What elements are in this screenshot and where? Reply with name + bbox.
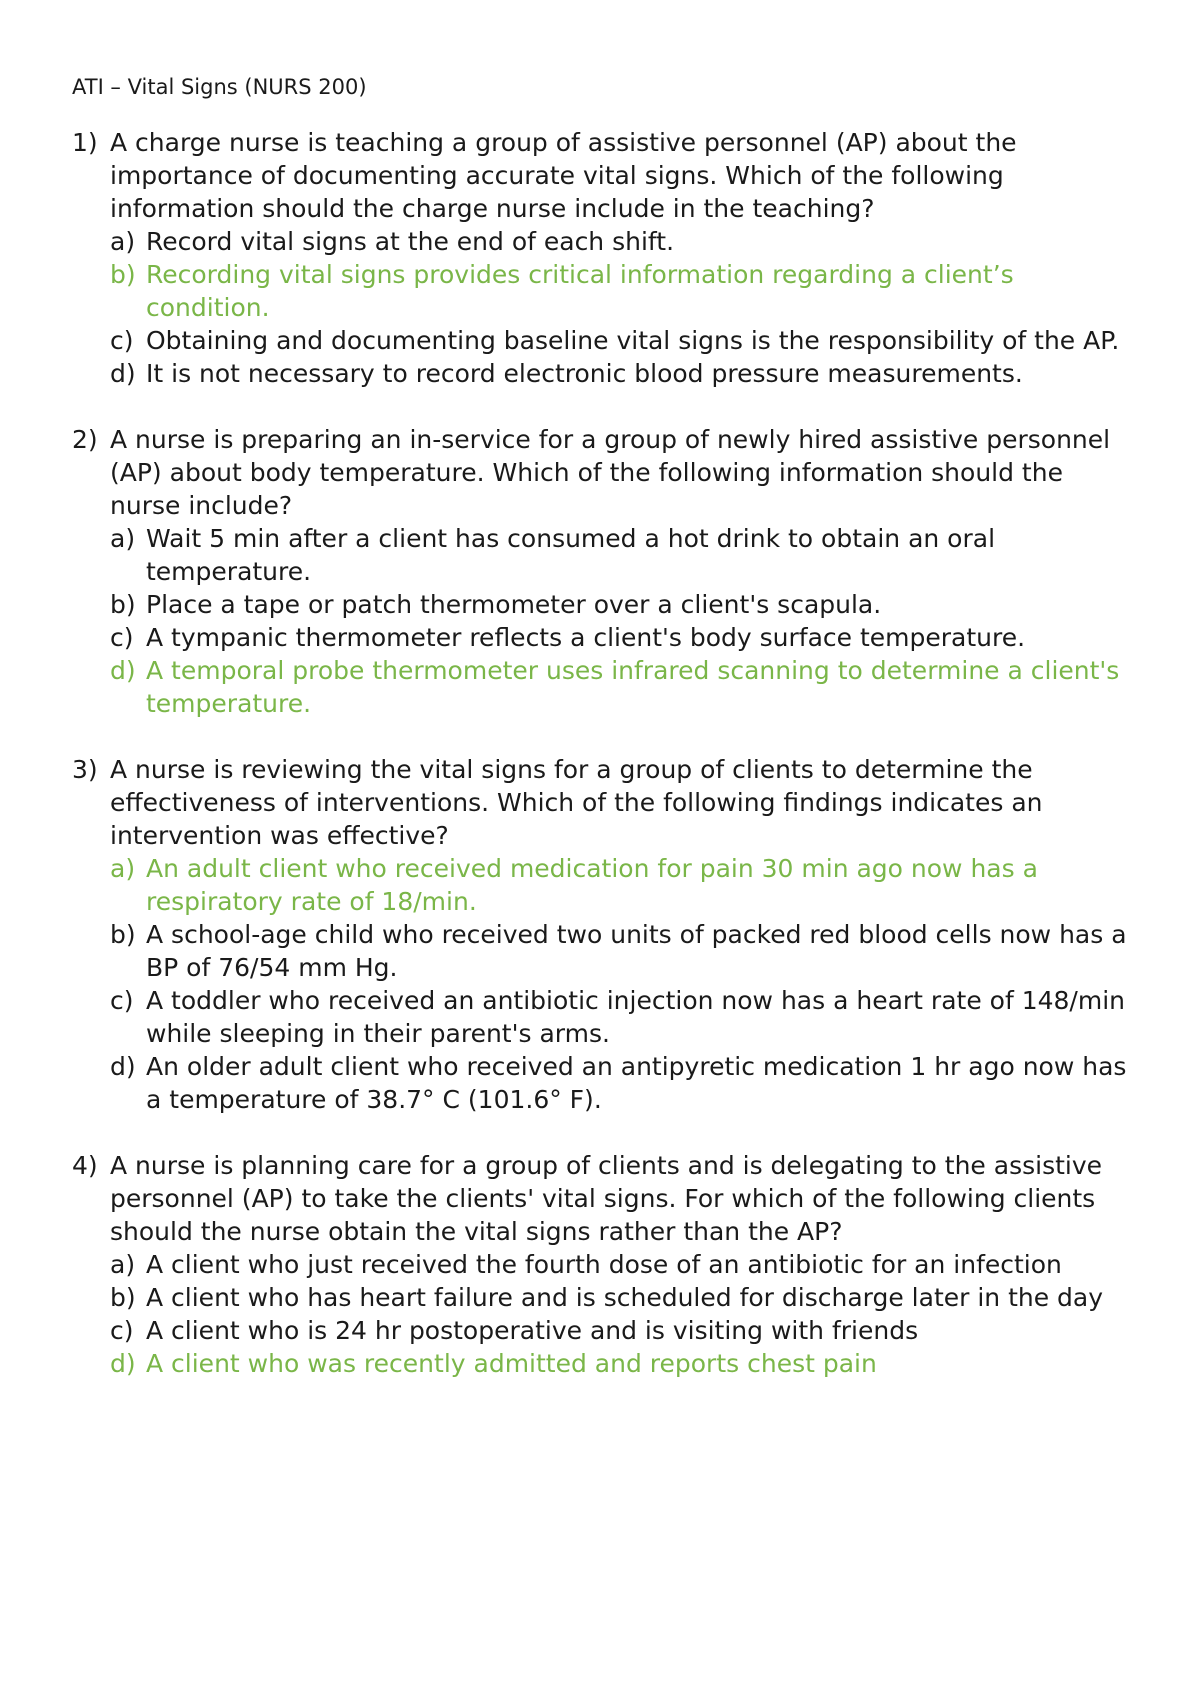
option-letter: b) xyxy=(110,260,136,289)
option-letter: b) xyxy=(110,1283,136,1312)
option-text: Wait 5 min after a client has consumed a hot drink to obtain an oral temperature. xyxy=(146,524,996,586)
answer-options xyxy=(72,225,1140,390)
question-2 xyxy=(72,423,1140,720)
option-text: A tympanic thermometer reflects a client's body surface temperature. xyxy=(146,623,1026,652)
answer-option-correct xyxy=(110,258,1140,324)
option-text: A client who is 24 hr postoperative and is visiting with friends xyxy=(146,1316,919,1345)
option-letter: c) xyxy=(110,623,134,652)
answer-option xyxy=(110,324,1140,357)
question-3 xyxy=(72,753,1140,1116)
question-text: A nurse is reviewing the vital signs for a group of clients to determine the effectiveness of interventions. Which of the following findings indicates an intervention was effective? xyxy=(110,755,1043,850)
answer-option xyxy=(110,1281,1140,1314)
answer-option xyxy=(110,984,1140,1050)
answer-option xyxy=(110,1314,1140,1347)
question-1 xyxy=(72,126,1140,390)
option-letter: c) xyxy=(110,1316,134,1345)
answer-options xyxy=(72,522,1140,720)
answer-option xyxy=(110,1050,1140,1116)
answer-option xyxy=(110,1248,1140,1281)
answer-option-correct xyxy=(110,852,1140,918)
question-number: 4) xyxy=(72,1151,98,1180)
option-letter: a) xyxy=(110,1250,136,1279)
answer-options xyxy=(72,1248,1140,1380)
option-text: A temporal probe thermometer uses infrared scanning to determine a client's temperature. xyxy=(146,656,1120,718)
option-text: An older adult client who received an antipyretic medication 1 hr ago now has a temperature of 38.7° C (101.6° F). xyxy=(146,1052,1127,1114)
question-text: A nurse is preparing an in-service for a group of newly hired assistive personnel (AP) about body temperature. Which of the following information should the nurse include? xyxy=(110,425,1111,520)
answer-option xyxy=(110,918,1140,984)
option-text: A client who has heart failure and is scheduled for discharge later in the day xyxy=(146,1283,1104,1312)
question-stem xyxy=(72,423,1140,522)
option-letter: d) xyxy=(110,1349,136,1378)
option-text: A client who was recently admitted and reports chest pain xyxy=(146,1349,877,1378)
answer-option-correct xyxy=(110,1347,1140,1380)
document-title: ATI – Vital Signs (NURS 200) xyxy=(72,75,367,99)
option-letter: a) xyxy=(110,854,136,883)
option-letter: c) xyxy=(110,986,134,1015)
question-4 xyxy=(72,1149,1140,1380)
answer-option-correct xyxy=(110,654,1140,720)
question-list xyxy=(72,126,1140,1380)
option-text: A toddler who received an antibiotic injection now has a heart rate of 148/min while sleeping in their parent's arms. xyxy=(146,986,1125,1048)
question-text: A charge nurse is teaching a group of assistive personnel (AP) about the importance of documenting accurate vital signs. Which of the following information should the charge nurse include in the teaching? xyxy=(110,128,1017,223)
option-text: An adult client who received medication for pain 30 min ago now has a respiratory rate of 18/min. xyxy=(146,854,1038,916)
answer-option xyxy=(110,621,1140,654)
option-letter: a) xyxy=(110,227,136,256)
option-letter: a) xyxy=(110,524,136,553)
answer-option xyxy=(110,522,1140,588)
option-text: It is not necessary to record electronic blood pressure measurements. xyxy=(146,359,1023,388)
option-letter: b) xyxy=(110,920,136,949)
option-letter: b) xyxy=(110,590,136,619)
answer-options xyxy=(72,852,1140,1116)
question-stem xyxy=(72,1149,1140,1248)
option-text: Place a tape or patch thermometer over a client's scapula. xyxy=(146,590,882,619)
option-text: Recording vital signs provides critical information regarding a client’s condition. xyxy=(146,260,1014,322)
option-letter: d) xyxy=(110,1052,136,1081)
option-letter: d) xyxy=(110,359,136,388)
question-text: A nurse is planning care for a group of clients and is delegating to the assistive personnel (AP) to take the clients' vital signs. For which of the following clients should the nurse obtain the vital signs rather than the AP? xyxy=(110,1151,1103,1246)
answer-option xyxy=(110,588,1140,621)
answer-option xyxy=(110,225,1140,258)
question-number: 2) xyxy=(72,425,98,454)
question-stem xyxy=(72,753,1140,852)
question-stem xyxy=(72,126,1140,225)
option-text: Obtaining and documenting baseline vital signs is the responsibility of the AP. xyxy=(146,326,1120,355)
option-letter: c) xyxy=(110,326,134,355)
option-text: A client who just received the fourth dose of an antibiotic for an infection xyxy=(146,1250,1062,1279)
question-number: 3) xyxy=(72,755,98,784)
option-letter: d) xyxy=(110,656,136,685)
option-text: A school-age child who received two units of packed red blood cells now has a BP of 76/54 mm Hg. xyxy=(146,920,1127,982)
answer-option xyxy=(110,357,1140,390)
question-number: 1) xyxy=(72,128,98,157)
option-text: Record vital signs at the end of each shift. xyxy=(146,227,675,256)
